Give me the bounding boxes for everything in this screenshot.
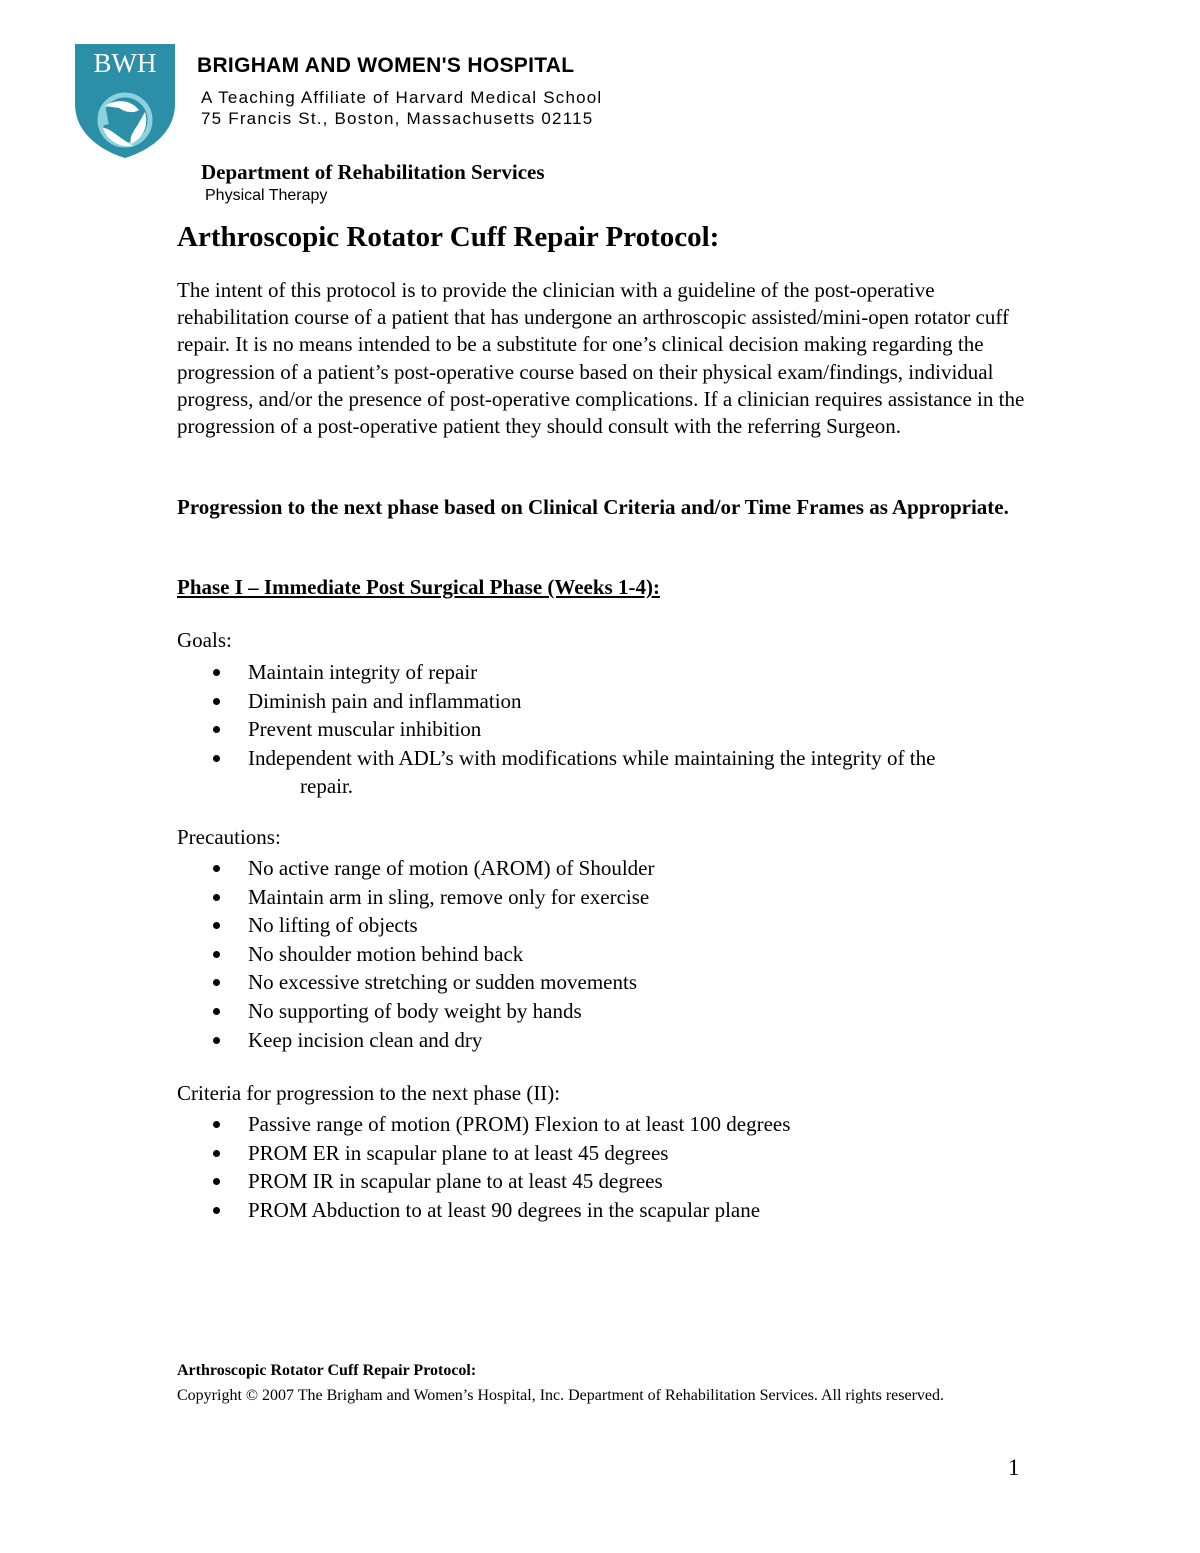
department-name: Department of Rehabilitation Services	[201, 160, 545, 184]
list-item: No excessive stretching or sudden movements	[207, 968, 1047, 997]
list-item: Maintain integrity of repair	[207, 658, 1047, 687]
criteria-label: Criteria for progression to the next phase (II):	[177, 1081, 561, 1105]
list-item: Passive range of motion (PROM) Flexion to at least 100 degrees	[207, 1110, 1047, 1139]
phase-1-heading: Phase I – Immediate Post Surgical Phase (Weeks 1-4):	[177, 575, 660, 599]
hospital-address: 75 Francis St., Boston, Massachusetts 02115	[201, 109, 594, 128]
list-item: Maintain arm in sling, remove only for exercise	[207, 883, 1047, 912]
list-item: Prevent muscular inhibition	[207, 715, 1047, 744]
footer-title: Arthroscopic Rotator Cuff Repair Protocol:	[177, 1362, 477, 1379]
list-item-continuation: repair.	[300, 774, 354, 799]
hospital-affiliation: A Teaching Affiliate of Harvard Medical School	[201, 88, 603, 107]
precautions-list	[207, 854, 1047, 1054]
page-number: 1	[1008, 1455, 1020, 1480]
list-item: No shoulder motion behind back	[207, 940, 1047, 969]
logo-text: BWH	[93, 48, 157, 78]
list-item: Diminish pain and inflammation	[207, 687, 1047, 716]
intro-paragraph: The intent of this protocol is to provide the clinician with a guideline of the post-operative rehabilitation course of a patient that has undergone an arthroscopic assisted/mini-open rotator cuff repair. It is no means intended to be a substitute for one’s clinical decision making regarding the progression of a patient’s post-operative course based on their physical exam/findings, individual progress, and/or the presence of post-operative complications. If a clinician requires assistance in the progression of a post-operative patient they should consult with the referring Surgeon.	[177, 278, 1025, 439]
list-item: No active range of motion (AROM) of Shoulder	[207, 854, 1047, 883]
footer-copyright: Copyright © 2007 The Brigham and Women’s Hospital, Inc. Department of Rehabilitation Services. All rights reserved.	[177, 1387, 945, 1404]
list-item	[207, 744, 1047, 801]
bwh-logo	[73, 42, 177, 160]
list-item: PROM Abduction to at least 90 degrees in the scapular plane	[207, 1196, 1047, 1225]
list-item: No supporting of body weight by hands	[207, 997, 1047, 1026]
list-item: PROM ER in scapular plane to at least 45 degrees	[207, 1139, 1047, 1168]
progression-note: Progression to the next phase based on Clinical Criteria and/or Time Frames as Appropriate.	[177, 495, 1009, 519]
list-item: Keep incision clean and dry	[207, 1026, 1047, 1055]
document-title: Arthroscopic Rotator Cuff Repair Protocol:	[177, 221, 720, 253]
list-item-text: Independent with ADL’s with modifications while maintaining the integrity of the	[248, 745, 936, 770]
subdepartment-name: Physical Therapy	[205, 187, 328, 204]
list-item: No lifting of objects	[207, 911, 1047, 940]
list-item: PROM IR in scapular plane to at least 45 degrees	[207, 1167, 1047, 1196]
criteria-list	[207, 1110, 1047, 1224]
goals-list	[207, 658, 1047, 801]
hospital-name: BRIGHAM AND WOMEN'S HOSPITAL	[197, 54, 575, 77]
precautions-label: Precautions:	[177, 825, 281, 849]
goals-label: Goals:	[177, 628, 232, 652]
